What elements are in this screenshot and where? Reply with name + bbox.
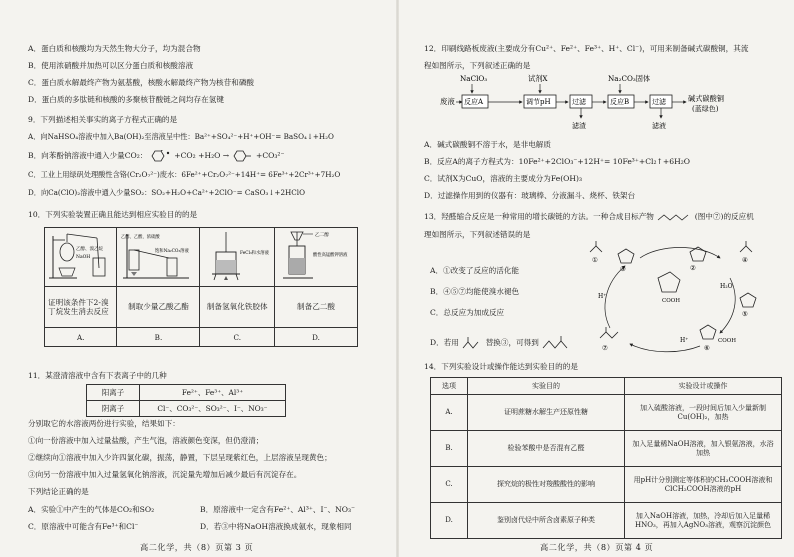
- q12-option-b: B．反应A的离子方程式为：10Fe²⁺+2ClO₃⁻+12H⁺= 10Fe³⁺+Cl₂↑+6H₂O: [424, 157, 690, 166]
- q14-row-d-option: D.: [431, 503, 468, 539]
- apparatus-c-image: [200, 228, 275, 287]
- apparatus-d-label-2: 酸性高锰酸钾溶液: [313, 253, 348, 258]
- flow-product-color: (蓝绿色): [692, 105, 719, 113]
- ester-apparatus-icon: [119, 228, 197, 284]
- mechanism-water: H₂O: [720, 283, 733, 290]
- q13-option-c: C．总反应为加成反应: [430, 308, 505, 317]
- elimination-apparatus-icon: [47, 228, 115, 284]
- right-page-footer: 高二化学，共（8）页第 4 页: [540, 541, 654, 552]
- species-6-label: ⑥: [704, 344, 710, 352]
- q13-mechanism-diagram: [570, 238, 770, 358]
- q11-ion-table: [86, 384, 286, 417]
- q14-row-d-goal: 鉴别卤代烃中所含卤素原子种类: [468, 503, 625, 539]
- q14-row-a-option: A.: [431, 395, 468, 431]
- table-row: [431, 467, 782, 503]
- apparatus-b-label-2: 饱和Na₂CO₃溶液: [155, 249, 190, 254]
- q14-header-goal: 实验目的: [468, 378, 625, 395]
- q13-option-b: B．④⑤⑦均能使溴水褪色: [430, 287, 520, 296]
- species-4-label: ④: [742, 256, 748, 264]
- q14-experiment-table: [430, 377, 782, 539]
- q14-row-a-operation: [625, 395, 782, 431]
- q11-option-d: D．若③中将NaOH溶液换成氨水，现象相同: [200, 522, 352, 531]
- species-7-label: ⑦: [602, 344, 608, 352]
- cation-label: 阳离子: [87, 385, 140, 401]
- q10-letter-d: D.: [275, 328, 358, 347]
- species-3-label: ③: [620, 265, 626, 273]
- q10-goal-d: 制备乙二酸: [275, 287, 358, 328]
- flow-waste-residue: 滤渣: [572, 122, 586, 130]
- apparatus-b-image: [117, 228, 200, 287]
- apparatus-d-label-1: 乙二醇: [315, 233, 329, 238]
- q11-text-1: 分别取它的水溶液两份进行实验，结果如下：: [28, 419, 180, 428]
- q11-option-c: C．原溶液中可能含有Fe³⁺和Cl⁻: [28, 522, 139, 531]
- q8-option-c: C．蛋白质水解最终产物为氨基酸，核酸水解最终产物为核苷和磷酸: [28, 78, 255, 87]
- q10-goal-c: 制备氢氧化铁胶体: [200, 287, 275, 328]
- q11-text-4: ③向另一份溶液中加入过量氢氧化钠溶液，沉淀量先增加后减少最后有沉淀存在。: [28, 470, 302, 479]
- q14-stem: 14．下列实验设计或操作能达到实验目的的是: [424, 362, 578, 371]
- colloid-apparatus-icon: [202, 228, 272, 284]
- apparatus-a-label-1: 乙醇、溴乙烷: [75, 247, 103, 252]
- q14-header-operation: 实验设计或操作: [625, 378, 782, 395]
- q14-row-d-op-2: HNO₃，再加入AgNO₃溶液，观察沉淀颜色: [635, 520, 771, 529]
- table-row: [431, 503, 782, 539]
- flow-box-filter-2: 过滤: [652, 98, 666, 106]
- q13-option-d: [430, 336, 571, 350]
- q14-row-d-op-1: 加入NaOH溶液，加热，冷却后加入足量稀: [635, 511, 771, 520]
- anion-label: 阴离子: [87, 401, 140, 417]
- q14-row-a-op-2: Cu(OH)₂，加热: [677, 412, 729, 421]
- species-1-label: ①: [592, 256, 598, 264]
- mechanism-cooh-6: COOH: [718, 338, 737, 344]
- q9-b-mid: +CO₂ +H₂O →: [174, 151, 230, 160]
- reagent-naclo3: NaClO₃: [460, 74, 488, 83]
- q11-option-a: A．实验①中产生的气体是CO₂和SO₂: [28, 505, 155, 514]
- cation-values: Fe²⁺、Fe³⁺、Al³⁺: [140, 385, 286, 401]
- q13-stem-text-2: (图中⑦)的反应机: [694, 212, 754, 221]
- q14-row-b-op-2: 加热: [696, 448, 710, 457]
- q10-stem: 10．下列实验装置正确且能达到相应实验目的的是: [28, 210, 198, 219]
- q14-row-c-op-1: 用pH计分别测定等体积的CH₃COOH溶液和: [633, 475, 773, 484]
- q14-row-b-op-1: 加入足量稀NaOH溶液，加入银氨溶液，水浴: [632, 439, 774, 448]
- q8-option-b: B．使用浓硝酸并加热可以区分蛋白质和核酸溶液: [28, 61, 194, 70]
- q8-option-a: A．蛋白质和核酸均为天然生物大分子，均为混合物: [28, 44, 201, 53]
- mechanism-cooh-center: COOH: [662, 298, 681, 304]
- q13-stem-3: 理如图所示，下列叙述错误的是: [424, 230, 531, 239]
- q12-stem-1: 12．印刷线路板废液(主要成分有Cu²⁺、Fe²⁺、Fe³⁺、H⁺、Cl⁻)，可用来制备碱式碳酸铜，其流: [424, 44, 749, 53]
- q14-row-b-operation: [625, 431, 782, 467]
- q9-b-text: B．向苯酚钠溶液中通入少量CO₂：: [28, 151, 148, 160]
- q13-stem-text: 13．羟醛缩合反应是一种常用的增长碳链的方法。一种合成目标产物: [424, 212, 654, 221]
- flow-start: 废液: [440, 97, 455, 106]
- q14-row-c-operation: [625, 467, 782, 503]
- q12-option-d: D．过滤操作用到的仪器有：玻璃棒、分液漏斗、烧杯、铁架台: [424, 191, 636, 200]
- species-2-label: ②: [690, 264, 696, 272]
- anion-values: Cl⁻、CO₃²⁻、SO₃²⁻、I⁻、NO₃⁻: [140, 401, 286, 417]
- q14-header-option: 选项: [431, 378, 468, 395]
- table-row: [431, 395, 782, 431]
- q10-goal-b: 制取少量乙酸乙酯: [117, 287, 200, 328]
- flow-box-reaction-a: 反应A: [464, 98, 484, 106]
- apparatus-a-label-2: NaOH: [75, 255, 90, 260]
- flow-waste-filtrate: 滤液: [652, 122, 666, 130]
- q9-option-c: C．工业上用绿矾处理酸性含铬(Cr₂O₇²⁻)废水：6Fe²⁺+Cr₂O₇²⁻+14H⁺= 6Fe³⁺+2Cr³⁺+7H₂O: [28, 170, 341, 179]
- species-5-label: ⑤: [742, 310, 748, 318]
- q10-goal-a: 证明该条件下2-溴丁烷发生消去反应: [45, 287, 117, 328]
- q14-row-c-op-2: ClCH₂COOH溶液的pH: [664, 484, 742, 493]
- apparatus-c-label: FeCl₃和水溶液: [240, 251, 270, 256]
- flow-box-reaction-b: 反应B: [610, 98, 630, 106]
- q11-option-b: B．原溶液中一定含有Fe²⁺、Al³⁺、I⁻、NO₃⁻: [200, 505, 355, 514]
- apparatus-b-label-1: 乙醇、乙酸、浓硫酸: [121, 235, 161, 240]
- q14-row-b-goal: 检验苯酸中是否混有乙醛: [468, 431, 625, 467]
- target-product-structure-icon: [656, 212, 692, 222]
- q10-apparatus-table: [44, 227, 358, 347]
- q14-row-a-op-1: 加入硫酸溶液，一段时间后加入少量新制: [640, 403, 766, 412]
- reagent-x: 试剂X: [528, 74, 548, 83]
- apparatus-d-image: [275, 228, 358, 287]
- q9-b-end: +CO₃²⁻: [255, 151, 285, 160]
- q13-option-a: A．①改变了反应的活化能: [430, 266, 520, 275]
- table-row: [431, 431, 782, 467]
- left-page-footer: 高二化学，共（8）页第 3 页: [140, 541, 254, 552]
- reagent-na2co3: Na₂CO₃固体: [608, 74, 651, 83]
- q12-option-a: A．碱式碳酸铜不溶于水，是非电解质: [424, 140, 551, 149]
- q11-text-3: ②继续向①溶液中加入少许四氯化碳，振荡，静置，下层呈现紫红色，上层溶液呈现黄色；: [28, 453, 332, 462]
- q12-flowchart: [440, 72, 760, 132]
- q14-row-a-goal: 证明蔗糖水解生产还原性糖: [468, 395, 625, 431]
- q9-stem: 9．下列描述相关事实的离子方程式正确的是: [28, 115, 178, 124]
- phenoxide-structure-icon: [150, 150, 172, 162]
- right-page: [400, 0, 794, 557]
- q11-text-2: ①向一份溶液中加入过量盐酸，产生气泡，溶液颜色变深，但仍澄清；: [28, 436, 264, 445]
- mechanism-hplus-2: H⁺: [598, 293, 607, 300]
- q9-option-b: [28, 150, 284, 162]
- q13-stem-1: [424, 212, 754, 222]
- q10-letter-b: B.: [117, 328, 200, 347]
- flow-product: 碱式碳酸铜: [688, 94, 724, 103]
- q8-option-d: D．蛋白质的多肽链和核酸的多聚核苷酸链之间均存在氢键: [28, 95, 224, 104]
- q14-row-d-operation: [625, 503, 782, 539]
- apparatus-a-image: [45, 228, 117, 287]
- q12-option-c: C．试剂X为CuO，溶液的主要成分为Fe(OH)₃: [424, 174, 583, 183]
- replacement-structure-icon: [461, 336, 483, 350]
- q10-letter-a: A.: [45, 328, 117, 347]
- q9-option-a: A．向NaHSO₄溶液中加入Ba(OH)₂至溶液呈中性：Ba²⁺+SO₄²⁻+H⁺+OH⁻= BaSO₄↓+H₂O: [28, 132, 334, 141]
- q13-d-text-2: 替换③，可得到: [485, 338, 539, 347]
- q11-stem: 11．某澄清溶液中含有下表离子中的几种: [28, 371, 167, 380]
- flow-box-adjust-ph: 调节pH: [526, 98, 551, 106]
- q11-text-5: 下列结论正确的是: [28, 487, 89, 496]
- q14-row-c-option: C.: [431, 467, 468, 503]
- oxidation-apparatus-icon: [277, 228, 355, 284]
- mechanism-hplus-1: H⁺: [680, 337, 689, 344]
- q12-stem-2: 程如图所示，下列叙述正确的是: [424, 61, 531, 70]
- q10-letter-c: C.: [200, 328, 275, 347]
- q13-d-text: D．若用: [430, 338, 459, 347]
- resulting-structure-icon: [541, 336, 571, 350]
- q14-row-b-option: B.: [431, 431, 468, 467]
- phenol-structure-icon: [232, 150, 254, 162]
- q14-row-c-goal: 探究烷的极性对羧酸酸性的影响: [468, 467, 625, 503]
- flow-box-filter-1: 过滤: [572, 98, 586, 106]
- q9-option-d: D．向Ca(ClO)₂溶液中通入少量SO₂：SO₂+H₂O+Ca²⁺+2ClO⁻= CaSO₃↓+2HClO: [28, 188, 305, 197]
